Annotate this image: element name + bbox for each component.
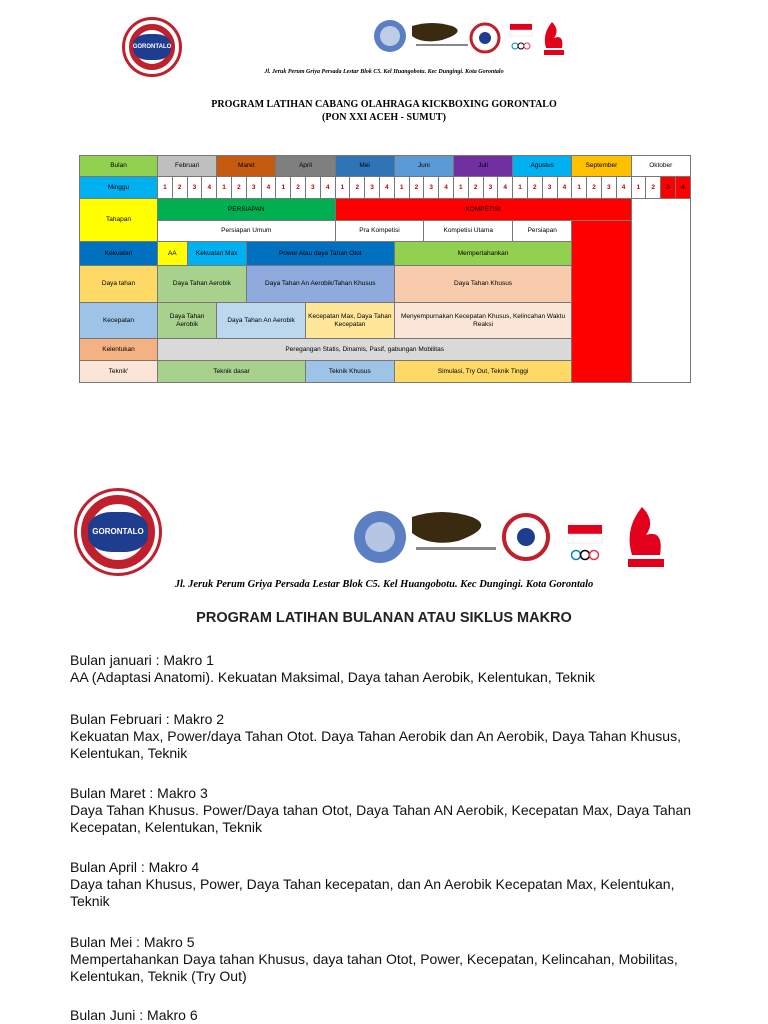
daya-tahan-an-aerobik: Daya Tahan An Aerobik/Tahan Khusus xyxy=(246,266,394,303)
week-cell: 3 xyxy=(305,177,320,199)
row-label-teknik: Teknik' xyxy=(80,361,158,383)
kekuatan-aa: AA xyxy=(158,242,188,266)
section-heading: Bulan Maret : Makro 3 xyxy=(70,785,208,801)
sponsor-logos-icon xyxy=(372,18,578,62)
teknik-simulasi: Simulasi, Try Out, Teknik Tinggi xyxy=(394,361,572,383)
macro-section-1 xyxy=(70,652,710,686)
kekuatan-mempertahankan: Mempertahankan xyxy=(394,242,572,266)
week-cell: 3 xyxy=(365,177,380,199)
month-april: April xyxy=(276,156,335,177)
week-cell: 4 xyxy=(202,177,217,199)
teknik-khusus: Teknik Khusus xyxy=(305,361,394,383)
month-juli: Juli xyxy=(453,156,512,177)
phase-kompetisi-utama: Kompetisi Utama xyxy=(424,221,513,242)
week-cell: 2 xyxy=(409,177,424,199)
kelentukan-text: Peregangan Statis, Dinamis, Pasif, gabungan Mobilitas xyxy=(158,339,572,361)
section-heading: Bulan Mei : Makro 5 xyxy=(70,934,195,950)
kecepatan-menyempurnakan: Menyempurnakan Kecepatan Khusus, Kelincahan Waktu Reaksi xyxy=(394,303,572,339)
week-cell: 1 xyxy=(335,177,350,199)
week-cell: 3 xyxy=(246,177,261,199)
month-agustus: Agustus xyxy=(513,156,572,177)
week-cell: 4 xyxy=(675,177,690,199)
row-label-kecepatan: Kecepatan xyxy=(80,303,158,339)
macro-section-3 xyxy=(70,785,710,836)
row-label-daya-tahan: Daya tahan xyxy=(80,266,158,303)
row-label-kekuatan: Kekuatan xyxy=(80,242,158,266)
week-cell: 4 xyxy=(616,177,631,199)
phase-kompetisi: KOMPETISI xyxy=(335,199,631,221)
week-cell: 2 xyxy=(646,177,661,199)
week-cell: 4 xyxy=(261,177,276,199)
kekuatan-power: Power Atau daya Tahan Otot xyxy=(246,242,394,266)
table-row-tahapan-sub xyxy=(80,221,691,242)
week-cell: 1 xyxy=(631,177,646,199)
section-body: Daya tahan Khusus, Power, Daya Tahan kecepatan, dan An Aerobik Kecepatan Max, Kelentukan, Teknik xyxy=(70,876,675,909)
month-oktober: Oktober xyxy=(631,156,691,177)
week-cell: 2 xyxy=(468,177,483,199)
week-cell: 1 xyxy=(158,177,173,199)
week-cell: 3 xyxy=(483,177,498,199)
kecepatan-max: Kecepatan Max, Daya Tahan Kecepatan xyxy=(305,303,394,339)
week-cell: 1 xyxy=(453,177,468,199)
address-line: Jl. Jeruk Perum Griya Persada Lestar Blok C5. Kel Huangobotu. Kec Dungingi. Kota Gorontalo xyxy=(264,69,504,75)
sponsor-logos-icon-2 xyxy=(350,503,672,583)
month-september: September xyxy=(572,156,631,177)
week-cell: 4 xyxy=(557,177,572,199)
week-cell: 3 xyxy=(601,177,616,199)
organization-logo-left-2 xyxy=(74,488,162,576)
logo-left-text: GORONTALO xyxy=(133,34,172,60)
row-label-tahapan: Tahapan xyxy=(80,199,158,242)
section-body: Daya Tahan Khusus. Power/Daya tahan Otot, Daya Tahan AN Aerobik, Kecepatan Max, Daya Tahan Kecepatan, Kelentukan, Teknik xyxy=(70,802,692,835)
week-cell: 2 xyxy=(587,177,602,199)
month-februari: Februari xyxy=(158,156,217,177)
section-heading: Bulan April : Makro 4 xyxy=(70,859,200,875)
section-heading: Bulan Juni : Makro 6 xyxy=(70,1007,198,1023)
week-cell: 1 xyxy=(513,177,528,199)
blank-oktober-cell xyxy=(631,199,691,383)
macro-section-6 xyxy=(70,1007,710,1024)
month-maret: Maret xyxy=(217,156,276,177)
week-cell: 2 xyxy=(291,177,306,199)
section-body: Mempertahankan Daya tahan Khusus, daya tahan Otot, Power, Kecepatan, Kelincahan, Mobilitas, Kelentukan, Teknik (Try Out) xyxy=(70,951,678,984)
kecepatan-aerobik: Daya Tahan Aerobik xyxy=(158,303,217,339)
macro-section-2 xyxy=(70,711,710,762)
row-label-minggu: Minggu xyxy=(80,177,158,199)
week-cell: 1 xyxy=(572,177,587,199)
week-cell: 2 xyxy=(172,177,187,199)
week-cell: 3 xyxy=(542,177,557,199)
logo-left-text-2: GORONTALO xyxy=(88,512,147,551)
month-juni: Juni xyxy=(394,156,453,177)
week-cell: 3 xyxy=(187,177,202,199)
phase-persiapan: PERSIAPAN xyxy=(158,199,336,221)
kekuatan-max: Kekuatan Max xyxy=(187,242,246,266)
table-row-minggu xyxy=(80,177,691,199)
macro-section-4 xyxy=(70,859,710,910)
phase-persiapan-umum: Persiapan Umum xyxy=(158,221,336,242)
table-row-bulan xyxy=(80,156,691,177)
phase-pra-kompetisi: Pra Kompetisi xyxy=(335,221,424,242)
organization-logo-left xyxy=(122,17,182,77)
section-heading: Bulan januari : Makro 1 xyxy=(70,652,214,668)
week-cell: 4 xyxy=(320,177,335,199)
section-body: Kekuatan Max, Power/daya Tahan Otot. Daya Tahan Aerobik dan An Aerobik, Daya Tahan Khusus, Kelentukan, Teknik xyxy=(70,728,681,761)
daya-tahan-khusus: Daya Tahan Khusus xyxy=(394,266,572,303)
section-heading: Bulan Februari : Makro 2 xyxy=(70,711,225,727)
week-cell: 2 xyxy=(527,177,542,199)
week-cell: 2 xyxy=(231,177,246,199)
training-schedule-table xyxy=(79,155,691,383)
macro-section-5 xyxy=(70,934,710,985)
table-row-tahapan xyxy=(80,199,691,221)
week-cell: 3 xyxy=(661,177,676,199)
page-title xyxy=(0,98,768,124)
week-cell: 4 xyxy=(379,177,394,199)
page-title-line2: (PON XXI ACEH - SUMUT) xyxy=(322,112,446,123)
kecepatan-an-aerobik: Daya Tahan An Aerobik xyxy=(217,303,306,339)
header-logos-right xyxy=(372,18,578,62)
phase-persiapan-2: Persiapan xyxy=(513,221,572,242)
page-title-2: PROGRAM LATIHAN BULANAN ATAU SIKLUS MAKRO xyxy=(196,610,572,626)
row-label-bulan: Bulan xyxy=(80,156,158,177)
row-label-kelentukan: Kelentukan xyxy=(80,339,158,361)
header-logos-right-2 xyxy=(350,503,672,583)
week-cell: 4 xyxy=(498,177,513,199)
page-title-line1: PROGRAM LATIHAN CABANG OLAHRAGA KICKBOXING GORONTALO xyxy=(211,99,557,110)
week-cell: 2 xyxy=(350,177,365,199)
week-cell: 1 xyxy=(217,177,232,199)
month-mei: Mei xyxy=(335,156,394,177)
week-cell: 1 xyxy=(276,177,291,199)
week-cell: 1 xyxy=(394,177,409,199)
week-cell: 3 xyxy=(424,177,439,199)
red-september-block xyxy=(572,221,631,383)
address-line-2: Jl. Jeruk Perum Griya Persada Lestar Blok C5. Kel Huangobotu. Kec Dungingi. Kota Gorontalo xyxy=(174,579,594,590)
section-body: AA (Adaptasi Anatomi). Kekuatan Maksimal, Daya tahan Aerobik, Kelentukan, Teknik xyxy=(70,669,596,685)
week-cell: 4 xyxy=(439,177,454,199)
teknik-dasar: Teknik dasar xyxy=(158,361,306,383)
daya-tahan-aerobik: Daya Tahan Aerobik xyxy=(158,266,247,303)
